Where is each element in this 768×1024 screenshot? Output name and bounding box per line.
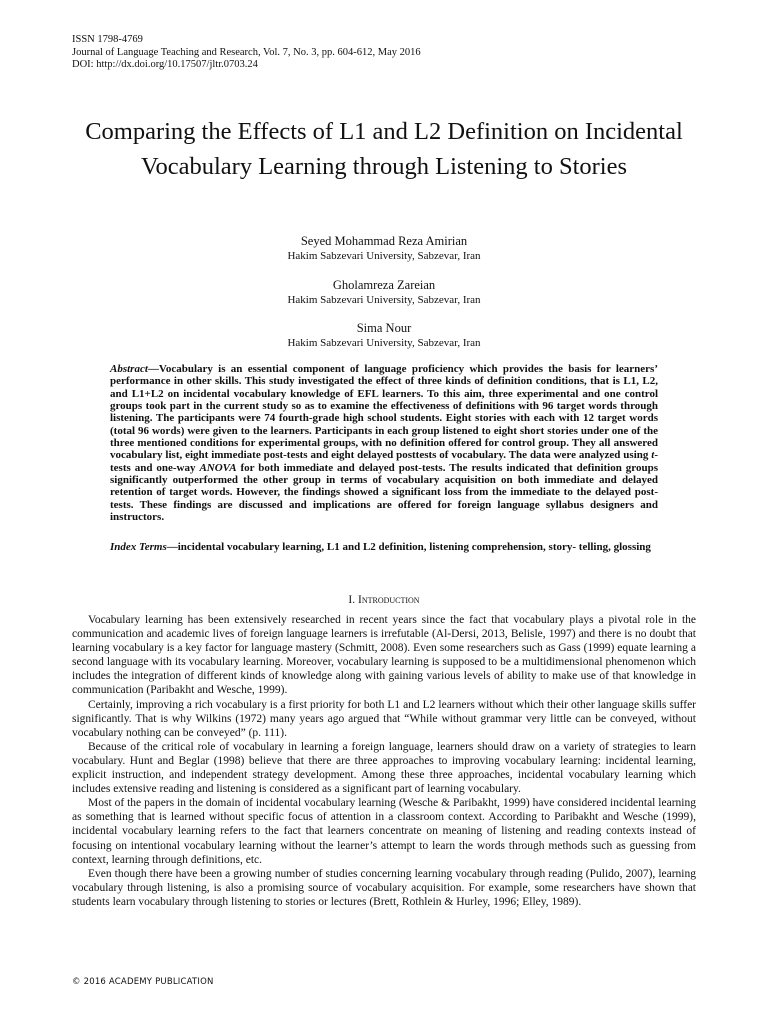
abstract-text-1: —Vocabulary is an essential component of language proficiency which provides the basis for learners’ performance in other skills. This study investigated the effect of three kinds of definition conditions, that is L1, L2, and L1+L2 on incidental vocabulary knowledge of EFL learners. To this aim, three experimental and one control groups took part in the current study so as to examine the effectiveness of definitions with 96 target words through listening. The participants were 74 fourth-grade high school students. Eight stories with each with 12 target words (total 96 words) were given to the learners. Participants in each group listened to eight short stories under one of the three mentioned conditions for experimental groups, with no definition offered for control group. They all answered vocabulary list, eight immediate post-tests and eight delayed posttests of vocabulary. The data were analyzed using xyxy=(110,363,658,462)
author-block-3 xyxy=(0,321,768,350)
abstract-text-2: -tests and one-way xyxy=(110,449,658,474)
doi-line: DOI: http://dx.doi.org/10.17507/jltr.0703.24 xyxy=(72,59,258,70)
author-name: Sima Nour xyxy=(356,321,412,335)
paper-title: Comparing the Effects of L1 and L2 Definition on Incidental Vocabulary Learning through Listening to Stories xyxy=(85,118,683,180)
author-block-2 xyxy=(0,278,768,307)
body-text xyxy=(72,613,696,909)
abstract-t-symbol: t xyxy=(651,449,655,462)
paragraph: Even though there have been a growing number of studies concerning learning vocabulary through reading (Pulido, 2007), learning vocabulary through listening, is also a promising source of vocabulary acquisition. For example, some researchers have shown that students learn vocabulary through listening to stories or lectures (Brett, Rothlein & Hurley, 1996; Elley, 1989). xyxy=(72,867,696,908)
author-name: Gholamreza Zareian xyxy=(332,278,436,292)
abstract-anova: ANOVA xyxy=(199,461,237,474)
author-name: Seyed Mohammad Reza Amirian xyxy=(300,234,468,248)
paragraph: Vocabulary learning has been extensively researched in recent years since the fact that vocabulary plays a pivotal role in the communication and academic lives of foreign language learners is irrefutable (Al-Dersi, 2013, Belisle, 1997) and there is no doubt that learning vocabulary is a key factor for language mastery (Schmitt, 2008). Even some researchers such as Gass (1999) equate learning a second language with its vocabulary learning. Moreover, vocabulary learning is supposed to be a multidimensional phenomenon which includes the integration of different kinds of knowledge along with gaining various levels of ability to make use of that knowledge in communication (Paribakht and Wesche, 1999). xyxy=(72,614,696,697)
author-affiliation: Hakim Sabzevari University, Sabzevar, Iran xyxy=(287,337,481,349)
paragraph: Certainly, improving a rich vocabulary is a first priority for both L1 and L2 learners without which their other language skills suffer significantly. That is why Wilkins (1972) many years ago argued that “While without grammar very little can be conveyed, without vocabulary nothing can be conveyed” (p. 111). xyxy=(72,698,696,739)
author-affiliation: Hakim Sabzevari University, Sabzevar, Iran xyxy=(287,250,481,262)
copyright-footer: © 2016 ACADEMY PUBLICATION xyxy=(72,977,214,987)
index-terms-label: Index Terms xyxy=(110,541,167,553)
abstract-text-3: for both immediate and delayed post-tests. The results indicated that definition groups significantly outperformed the other group in terms of vocabulary acquisition on both immediate and delayed retention of target words. However, the findings showed a significant loss from the immediate to the delayed post-tests. These findings are discussed and implications are offered for foreign language syllabus designers and instructors. xyxy=(110,461,658,524)
paragraph: Because of the critical role of vocabulary in learning a foreign language, learners should draw on a variety of strategies to learn vocabulary. Hunt and Beglar (1998) believe that there are three approaches to improving vocabulary learning: incidental learning, explicit instruction, and independent strategy development. Among these three approaches, incidental vocabulary learning which includes extensive reading and listening is considered as a significant part of learning vocabulary. xyxy=(72,740,696,796)
author-affiliation: Hakim Sabzevari University, Sabzevar, Iran xyxy=(287,294,481,306)
issn-line: ISSN 1798-4769 xyxy=(72,34,143,45)
author-block-1 xyxy=(0,234,768,263)
index-terms-text: —incidental vocabulary learning, L1 and L2 definition, listening comprehension, story- telling, glossing xyxy=(166,541,651,553)
abstract-label: Abstract xyxy=(110,363,148,375)
journal-citation: Journal of Language Teaching and Research, Vol. 7, No. 3, pp. 604-612, May 2016 xyxy=(72,46,421,58)
index-terms xyxy=(110,541,658,554)
paragraph: Most of the papers in the domain of incidental vocabulary learning (Wesche & Paribakht, 1999) have considered incidental learning as something that is learned without specific focus of attention in a classroom context. According to Paribakht and Wesche (1999), incidental vocabulary learning refers to the fact that learners concentrate on meaning of listening and reading contexts instead of focusing on intentional vocabulary learning without the learner’s attempt to learn the words through methods such as guessing from context, learning through definitions, etc. xyxy=(72,797,696,866)
abstract xyxy=(110,363,658,523)
section-heading: I. Introduction xyxy=(348,594,420,606)
journal-header xyxy=(72,34,421,72)
